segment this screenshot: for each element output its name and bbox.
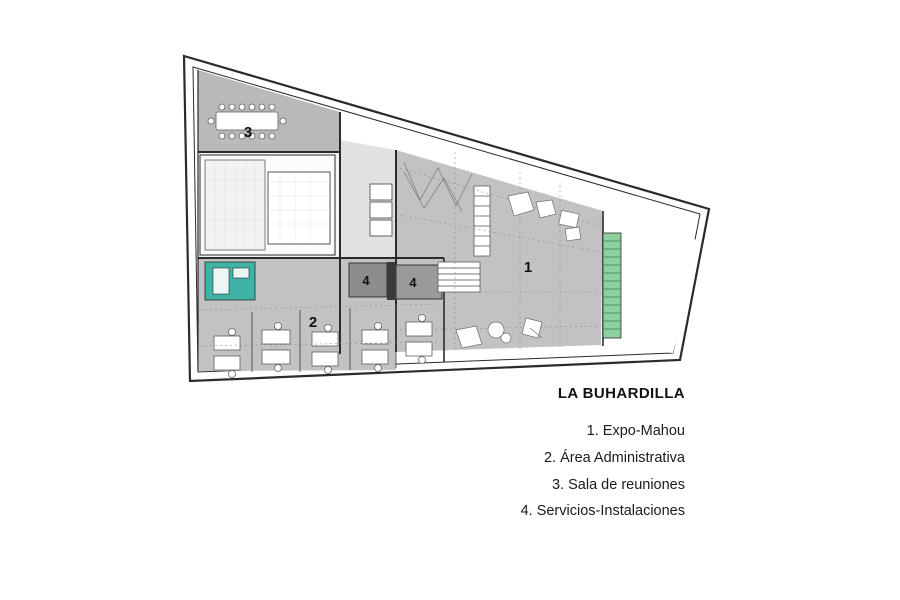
room-label-4b: 4 [409,275,417,290]
legend-item-2: 2. Área Administrativa [543,449,685,466]
teal-fixture-block [205,262,255,300]
legend [265,385,685,525]
legend-item-1: 1. Expo-Mahou [586,423,685,439]
room-label-2: 2 [308,314,318,331]
room-label-3: 3 [243,124,253,141]
green-stair-element [603,233,621,338]
room-label-4a: 4 [362,273,370,288]
corridor-lockers [370,184,392,236]
legend-item-3: 3. Sala de reuniones [551,476,685,493]
legend-list [265,418,685,525]
legend-title: LA BUHARDILLA [557,385,685,402]
legend-item-4: 4. Servicios-Instalaciones [520,503,685,520]
room-label-1: 1 [523,259,533,276]
